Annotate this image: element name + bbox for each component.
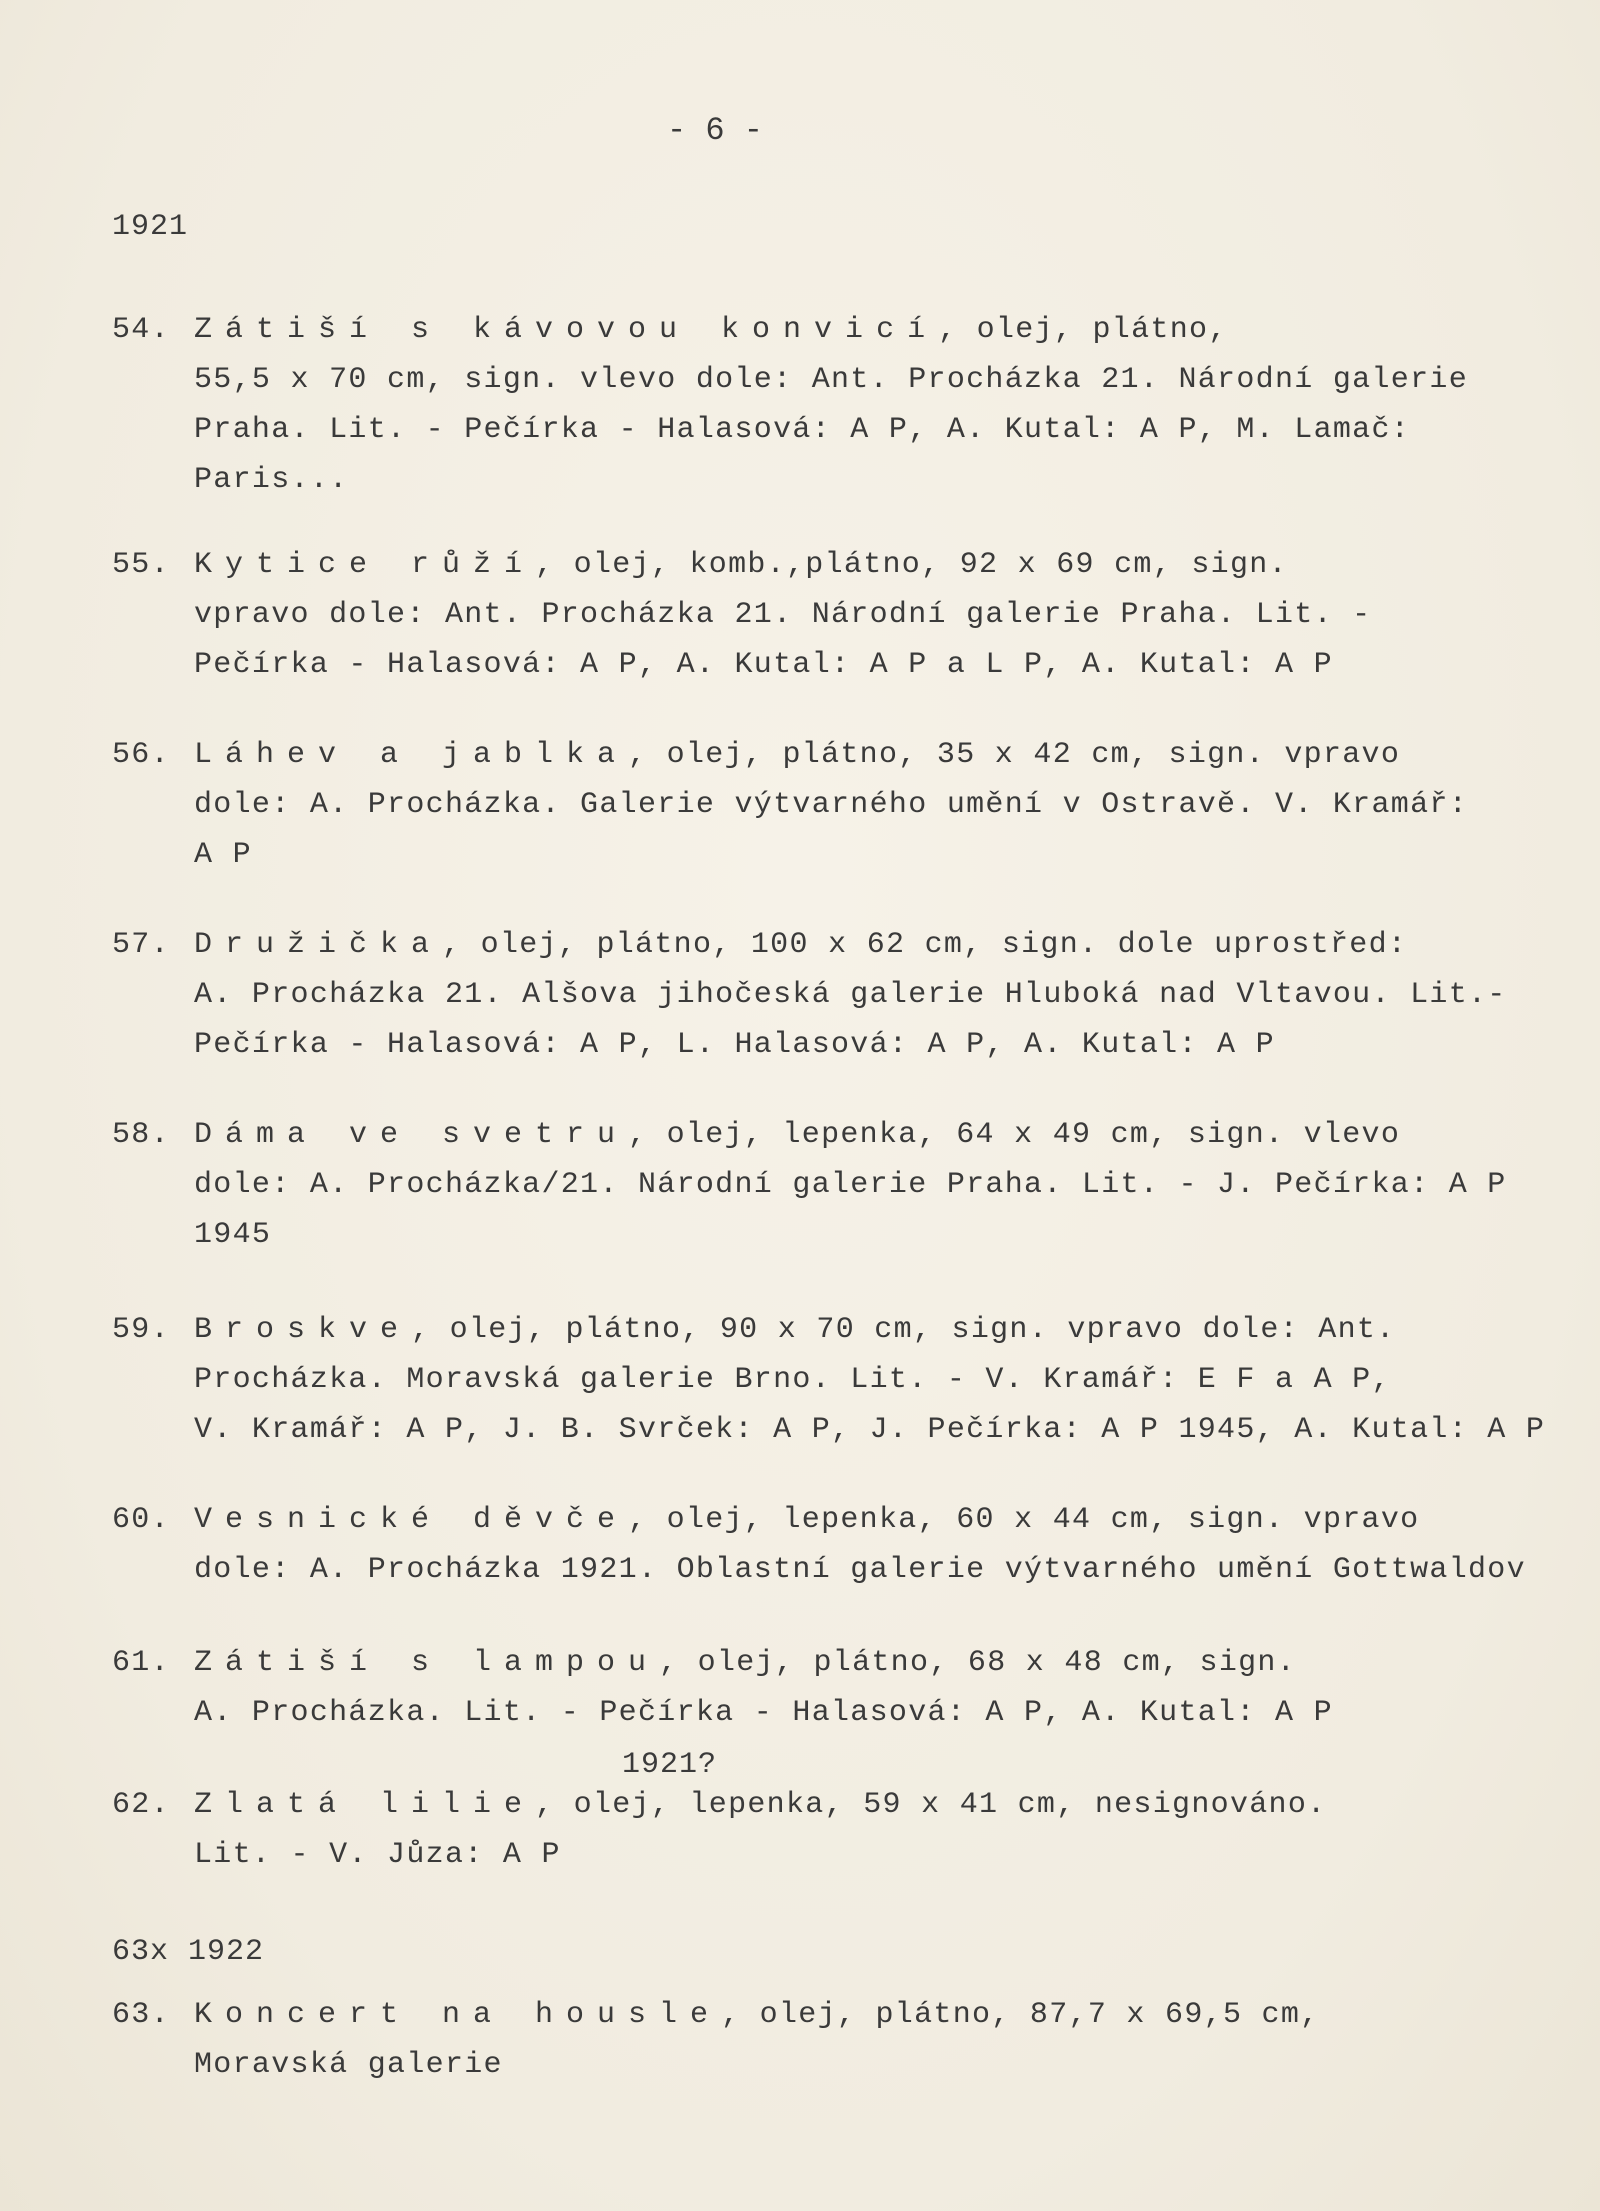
entry-text: 55,5 x 70 cm, sign. vlevo dole: Ant. Procházka 21. Národní galerie [194, 363, 1468, 397]
catalog-entry-62 [112, 1780, 1572, 1880]
catalog-entry-61 [112, 1638, 1572, 1738]
entry-title: Zátiší s lampou [194, 1646, 660, 1680]
entry-text: Procházka. Moravská galerie Brno. Lit. - V. Kramář: E F a A P, [194, 1363, 1391, 1397]
entry-text: vpravo dole: Ant. Procházka 21. Národní galerie Praha. Lit. - [194, 598, 1372, 632]
year-heading-1922 [112, 1935, 264, 1969]
entry-text: Lit. - V. Jůza: A P [194, 1838, 561, 1872]
entry-number: 55. [112, 548, 170, 582]
entry-number: 63. [112, 1998, 170, 2032]
entry-number: 62. [112, 1788, 170, 1822]
catalog-entry-63 [112, 1990, 1572, 2090]
entry-number: 60. [112, 1503, 170, 1537]
entry-number: 58. [112, 1118, 170, 1152]
year-note: 1921? [622, 1748, 718, 1782]
entry-text: Pečírka - Halasová: A P, L. Halasová: A P, A. Kutal: A P [194, 1028, 1275, 1062]
catalog-entry-57 [112, 920, 1572, 1070]
entry-title: Kytice růží [194, 548, 536, 582]
entry-text: dole: A. Procházka/21. Národní galerie Praha. Lit. - J. Pečírka: A P [194, 1168, 1507, 1202]
entry-text: , olej, lepenka, 59 x 41 cm, nesignováno. [535, 1788, 1327, 1822]
entry-text: , olej, plátno, [938, 313, 1228, 347]
entry-title: Vesnické děvče [194, 1503, 629, 1537]
entry-text: , olej, plátno, 35 x 42 cm, sign. vpravo [628, 738, 1401, 772]
entry-title: Zlatá lilie [194, 1788, 536, 1822]
entry-text: Praha. Lit. - Pečírka - Halasová: A P, A. Kutal: A P, M. Lamač: [194, 413, 1411, 447]
entry-title: Zátiší s kávovou konvicí [194, 313, 939, 347]
catalog-entry-55 [112, 540, 1572, 690]
page-number: - 6 - [666, 112, 763, 149]
struck-prefix: 63x [112, 1935, 170, 1969]
entry-text: Moravská galerie [194, 2048, 503, 2082]
entry-text: , olej, komb.,plátno, 92 x 69 cm, sign. [535, 548, 1288, 582]
entry-title: Broskve [194, 1313, 412, 1347]
entry-number: 56. [112, 738, 170, 772]
entry-text: A. Procházka. Lit. - Pečírka - Halasová: A P, A. Kutal: A P [194, 1696, 1333, 1730]
catalog-entry-59 [112, 1305, 1572, 1455]
entry-text: , olej, plátno, 68 x 48 cm, sign. [659, 1646, 1297, 1680]
entry-text: A P [194, 838, 252, 872]
entry-text: dole: A. Procházka 1921. Oblastní galerie výtvarného umění Gottwaldov [194, 1553, 1526, 1587]
entry-text: A. Procházka 21. Alšova jihočeská galerie Hluboká nad Vltavou. Lit.- [194, 978, 1507, 1012]
entry-text: Paris... [194, 463, 349, 497]
entry-title: Láhev a jablka [194, 738, 629, 772]
year-heading-1921: 1921 [112, 210, 189, 244]
entry-text: , olej, lepenka, 64 x 49 cm, sign. vlevo [628, 1118, 1401, 1152]
catalog-entry-58 [112, 1110, 1572, 1260]
entry-text: , olej, plátno, 87,7 x 69,5 cm, [721, 1998, 1320, 2032]
entry-title: Dáma ve svetru [194, 1118, 629, 1152]
entry-number: 57. [112, 928, 170, 962]
entry-text: , olej, lepenka, 60 x 44 cm, sign. vpravo [628, 1503, 1420, 1537]
entry-text: 1945 [194, 1218, 272, 1252]
entry-text: , olej, plátno, 100 x 62 cm, sign. dole uprostřed: [442, 928, 1408, 962]
entry-title: Koncert na housle [194, 1998, 722, 2032]
entry-number: 59. [112, 1313, 170, 1347]
entry-title: Družička [194, 928, 443, 962]
catalog-entry-60 [112, 1495, 1572, 1595]
catalog-entry-56 [112, 730, 1572, 880]
catalog-entry-54 [112, 305, 1572, 505]
entry-text: V. Kramář: A P, J. B. Svrček: A P, J. Pečírka: A P 1945, A. Kutal: A P [194, 1413, 1546, 1447]
year-heading-text: 1922 [188, 1935, 265, 1969]
entry-text: , olej, plátno, 90 x 70 cm, sign. vpravo dole: Ant. [411, 1313, 1396, 1347]
entry-number: 61. [112, 1646, 170, 1680]
entry-number: 54. [112, 313, 170, 347]
entry-text: dole: A. Procházka. Galerie výtvarného umění v Ostravě. V. Kramář: [194, 788, 1468, 822]
entry-text: Pečírka - Halasová: A P, A. Kutal: A P a L P, A. Kutal: A P [194, 648, 1333, 682]
